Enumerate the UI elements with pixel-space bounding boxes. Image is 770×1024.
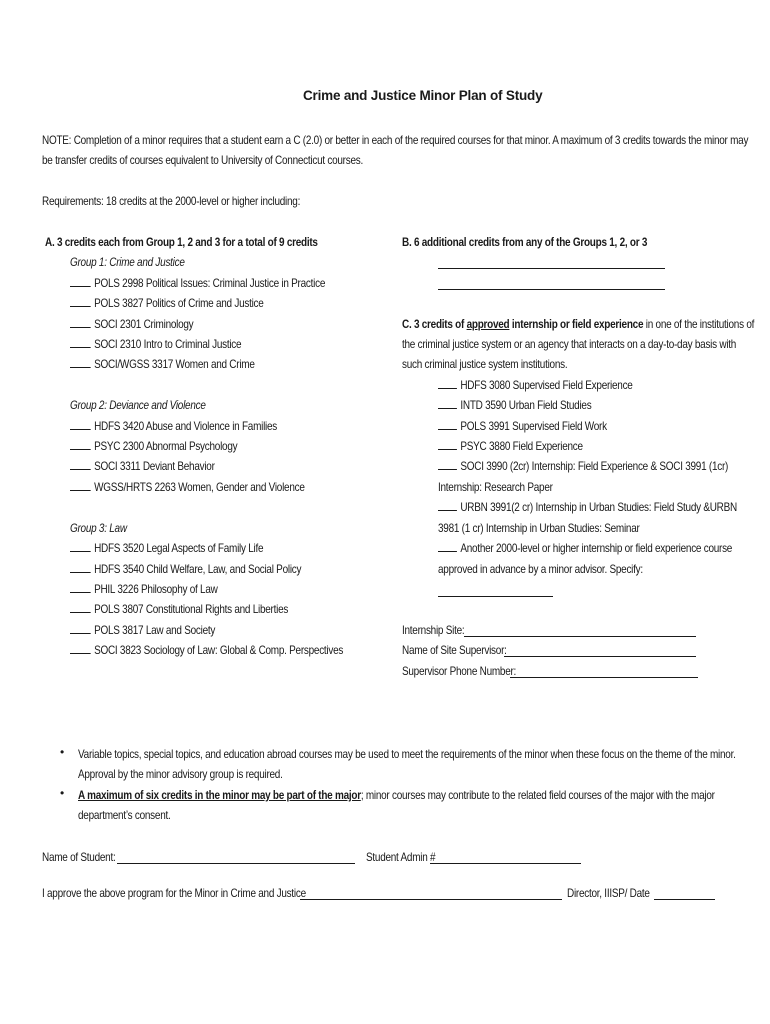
checkbox-blank[interactable] [70,581,91,593]
student-admin-label: Student Admin # [366,851,436,864]
course-row: POLS 3817 Law and Society [70,621,215,641]
bullet-2-line-2: department’s consent. [78,809,171,822]
section-b-line-1[interactable] [438,268,665,269]
checkbox-blank[interactable] [70,458,91,470]
course-row: HDFS 3420 Abuse and Violence in Families [70,417,277,437]
internship-row: Another 2000-level or higher internship or field experience course [438,539,732,559]
internship-site-label: Internship Site: [402,624,465,637]
checkbox-blank[interactable] [70,601,91,613]
group3-title: Group 3: Law [70,522,127,535]
internship-row: PSYC 3880 Field Experience [438,437,583,457]
internship-row: SOCI 3990 (2cr) Internship: Field Experience & SOCI 3991 (1cr) [438,457,728,477]
approval-signature-field[interactable] [300,899,562,900]
checkbox-blank[interactable] [70,561,91,573]
course-row: SOCI 2301 Criminology [70,315,193,335]
internship-row-cont: Internship: Research Paper [438,481,553,494]
site-supervisor-label: Name of Site Supervisor: [402,644,507,657]
page-title: Crime and Justice Minor Plan of Study [303,88,543,103]
course-row: SOCI/WGSS 3317 Women and Crime [70,355,255,375]
internship-row: POLS 3991 Supervised Field Work [438,417,607,437]
bullet-1-line-1: Variable topics, special topics, and education abroad courses may be used to meet the requirements of the minor when these focus on the theme of the minor. [78,748,736,761]
checkbox-blank[interactable] [70,275,91,287]
checkbox-blank[interactable] [70,418,91,430]
section-c-line-2: the criminal justice system or an agency that interacts on a day-to-day basis with [402,338,737,351]
internship-row: INTD 3590 Urban Field Studies [438,396,591,416]
internship-row: URBN 3991(2 cr) Internship in Urban Studies: Field Study &URBN [438,498,737,518]
internship-row: HDFS 3080 Supervised Field Experience [438,376,633,396]
supervisor-phone-field[interactable] [510,677,698,678]
checkbox-blank[interactable] [70,540,91,552]
checkbox-blank[interactable] [438,458,457,470]
course-row: HDFS 3540 Child Welfare, Law, and Social Policy [70,560,301,580]
checkbox-blank[interactable] [70,622,91,634]
course-row: HDFS 3520 Legal Aspects of Family Life [70,539,263,559]
internship-row-cont: approved in advance by a minor advisor. Specify: [438,563,643,576]
director-date-label: Director, IIISP/ Date [567,887,650,900]
bullet-1-line-2: Approval by the minor advisory group is required. [78,768,283,781]
section-a-heading: A. 3 credits each from Group 1, 2 and 3 for a total of 9 credits [45,236,318,249]
supervisor-phone-label: Supervisor Phone Number: [402,665,517,678]
checkbox-blank[interactable] [438,397,457,409]
student-name-label: Name of Student: [42,851,116,864]
specify-line[interactable] [438,596,553,597]
course-row: SOCI 3823 Sociology of Law: Global & Comp. Perspectives [70,641,343,661]
group2-title: Group 2: Deviance and Violence [70,399,206,412]
section-c-line-3: such criminal justice system institutions. [402,358,568,371]
course-row: SOCI 3311 Deviant Behavior [70,457,215,477]
checkbox-blank[interactable] [70,438,91,450]
internship-site-field[interactable] [464,636,696,637]
course-row: PSYC 2300 Abnormal Psychology [70,437,237,457]
site-supervisor-field[interactable] [504,656,696,657]
course-row: POLS 3827 Politics of Crime and Justice [70,294,264,314]
course-row: POLS 3807 Constitutional Rights and Liberties [70,600,288,620]
course-row: PHIL 3226 Philosophy of Law [70,580,218,600]
section-b-line-2[interactable] [438,289,665,290]
approval-label: I approve the above program for the Minor in Crime and Justice [42,887,306,900]
group1-title: Group 1: Crime and Justice [70,256,185,269]
director-date-field[interactable] [654,899,715,900]
bullet-icon: • [60,786,65,800]
checkbox-blank[interactable] [70,479,91,491]
course-row: SOCI 2310 Intro to Criminal Justice [70,335,241,355]
note-line-2: be transfer credits of courses equivalent to University of Connecticut courses. [42,154,364,167]
checkbox-blank[interactable] [438,418,457,430]
bullet-2-line-1: A maximum of six credits in the minor may be part of the major; minor courses may contribute to the related field courses of the major with the major [78,789,715,802]
student-name-field[interactable] [117,863,355,864]
bullet-icon: • [60,745,65,759]
checkbox-blank[interactable] [438,438,457,450]
checkbox-blank[interactable] [70,316,91,328]
section-b-heading: B. 6 additional credits from any of the Groups 1, 2, or 3 [402,236,648,249]
course-row: WGSS/HRTS 2263 Women, Gender and Violence [70,478,305,498]
checkbox-blank[interactable] [70,336,91,348]
checkbox-blank[interactable] [70,642,91,654]
student-admin-field[interactable] [430,863,581,864]
section-c-heading: C. 3 credits of approved internship or field experience in one of the institutions of [402,318,755,331]
checkbox-blank[interactable] [70,356,91,368]
checkbox-blank[interactable] [70,295,91,307]
checkbox-blank[interactable] [438,499,457,511]
requirements-text: Requirements: 18 credits at the 2000-level or higher including: [42,195,301,208]
checkbox-blank[interactable] [438,540,457,552]
internship-row-cont: 3981 (1 cr) Internship in Urban Studies: Seminar [438,522,640,535]
course-row: POLS 2998 Political Issues: Criminal Justice in Practice [70,274,325,294]
checkbox-blank[interactable] [438,377,457,389]
note-line-1: NOTE: Completion of a minor requires that a student earn a C (2.0) or better in each of the required courses for that minor. A maximum of 3 credits towards the minor may [42,134,749,147]
